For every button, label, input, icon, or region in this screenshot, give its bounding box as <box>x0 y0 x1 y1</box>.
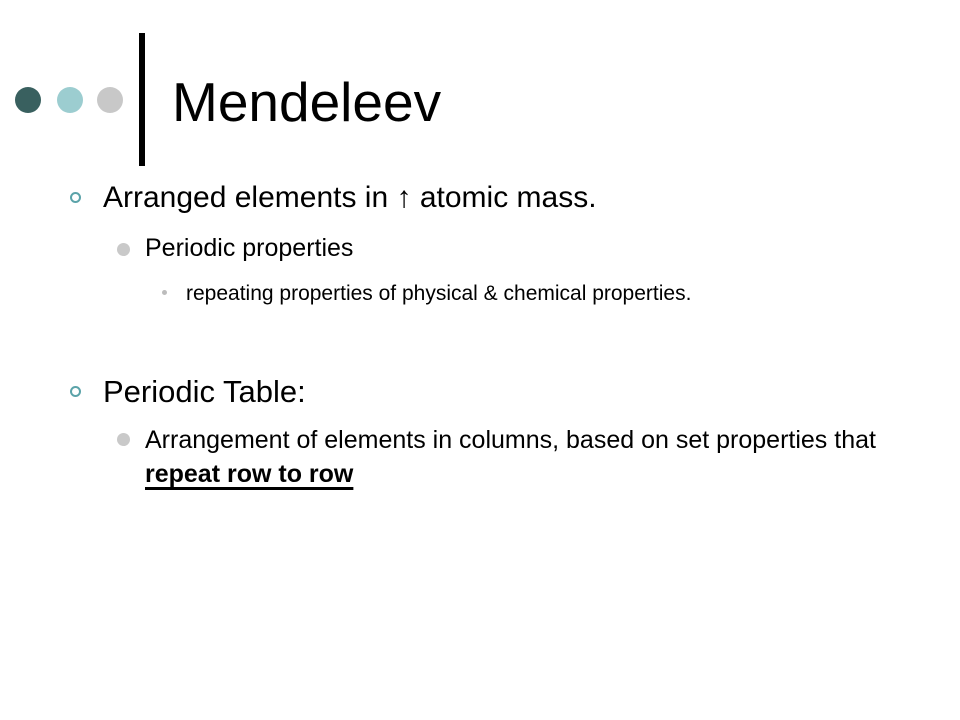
round-bullet-icon <box>117 433 130 446</box>
decorative-dot-teal <box>57 87 83 113</box>
arrangement-text: Arrangement of elements in columns, based on set properties that <box>145 426 876 454</box>
sub-sub-bullet-repeating-properties: repeating properties of physical & chemical properties. <box>186 282 692 305</box>
small-bullet-icon <box>162 290 167 295</box>
sub-bullet-periodic-properties: Periodic properties <box>145 234 354 262</box>
title-divider <box>139 33 145 166</box>
ring-bullet-icon <box>70 192 81 203</box>
sub-bullet-arrangement <box>145 423 895 491</box>
round-bullet-icon <box>117 243 130 256</box>
slide-title: Mendeleev <box>172 71 442 133</box>
bullet-periodic-table: Periodic Table: <box>103 374 306 409</box>
emphasis-repeat-row-to-row: repeat row to row <box>145 460 354 488</box>
decorative-dot-gray <box>97 87 123 113</box>
decorative-dot-dark <box>15 87 41 113</box>
ring-bullet-icon <box>70 386 81 397</box>
bullet-arranged-elements: Arranged elements in ↑ atomic mass. <box>103 181 597 214</box>
